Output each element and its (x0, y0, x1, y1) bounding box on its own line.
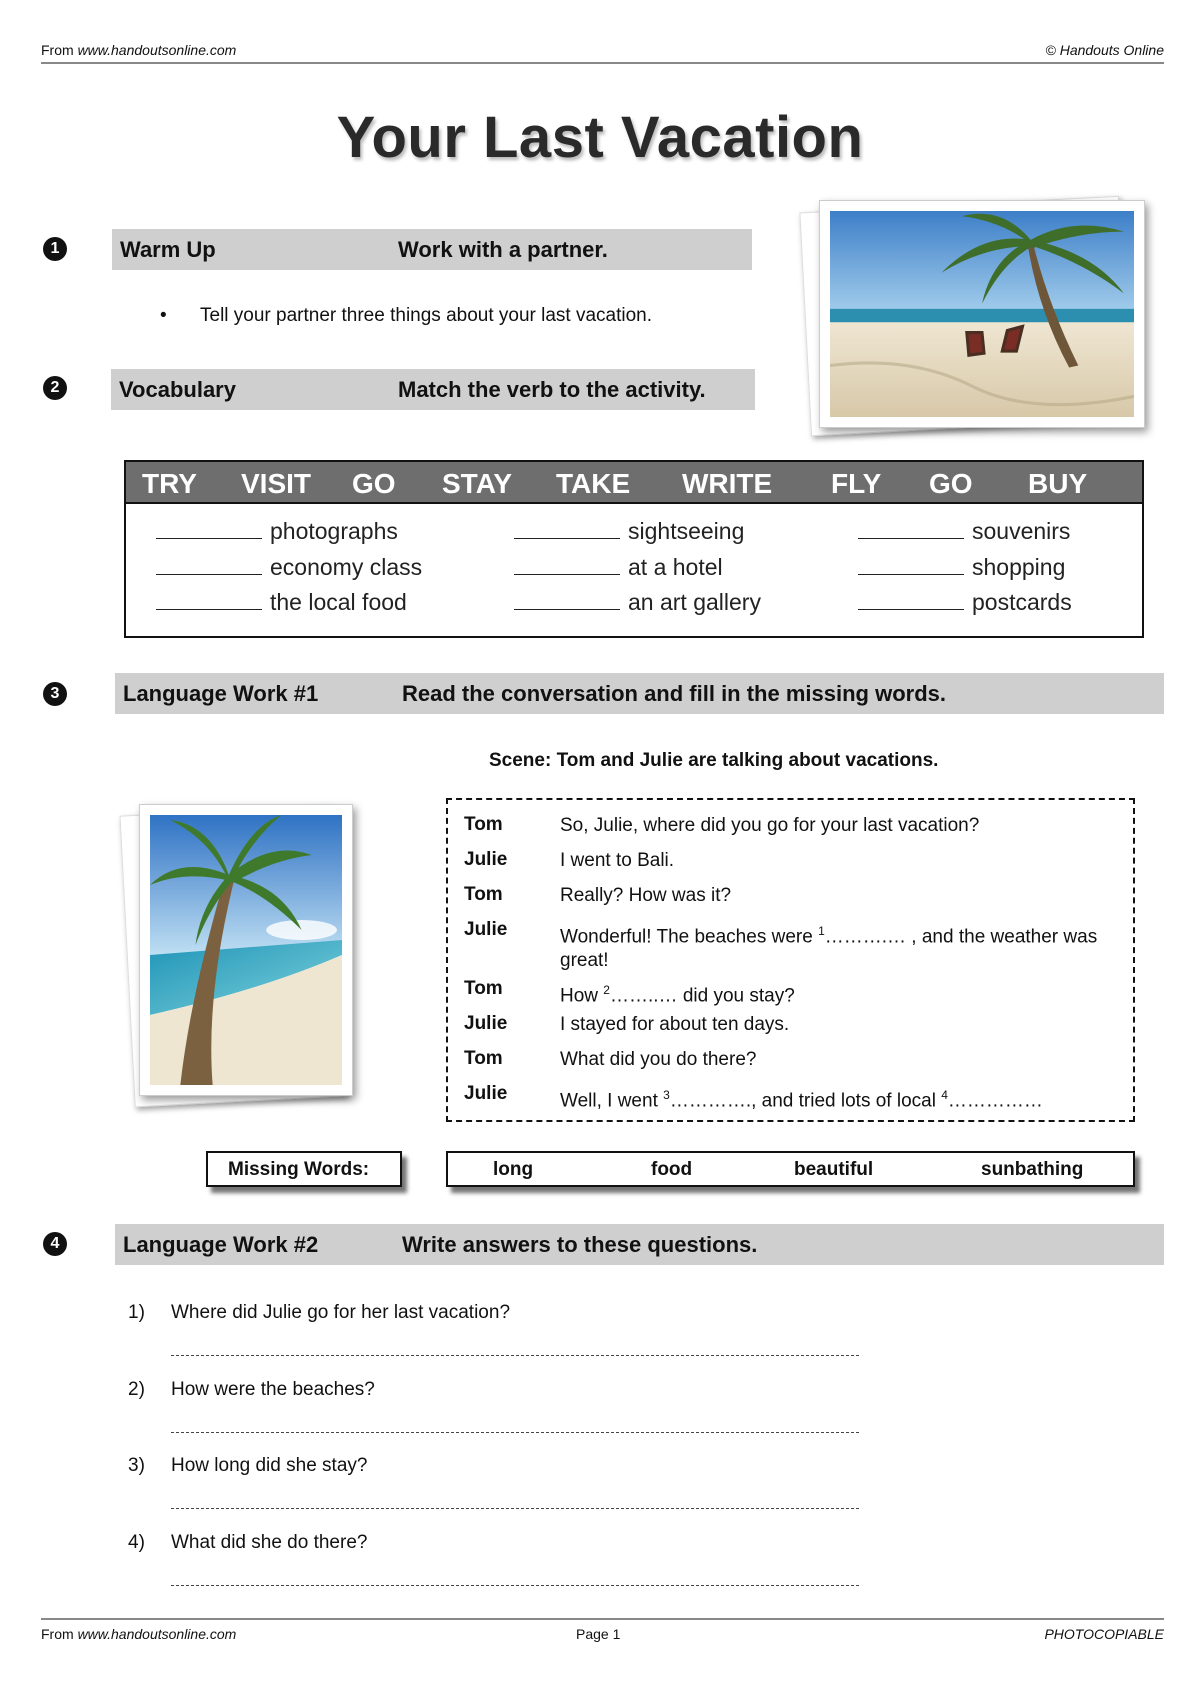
dialogue-text: Well, I went $^3$…………., and tried lots of local $^4$…………… (560, 1088, 1043, 1112)
dialogue-box (446, 798, 1135, 1122)
answer-line[interactable] (171, 1354, 859, 1356)
header-copyright: © Handouts Online (1045, 42, 1164, 58)
missing-word: long (493, 1159, 534, 1180)
answer-blank[interactable] (156, 521, 262, 539)
photocopiable-note: PHOTOCOPIABLE (1044, 1626, 1164, 1642)
palm-beach-image (150, 815, 342, 1085)
answer-line[interactable] (171, 1584, 859, 1586)
section-name: Warm Up (120, 237, 216, 262)
answer-blank[interactable] (858, 592, 964, 610)
gap-number: 2 (603, 983, 610, 997)
dialogue-text: How $^2$……..… did you stay? (560, 983, 795, 1007)
verb-label: VISIT (241, 468, 312, 499)
gap-number: 1 (818, 924, 825, 938)
dialogue-text: Really? How was it? (560, 885, 732, 906)
speaker-name: Julie (464, 1013, 508, 1034)
section-number-1: 1 (43, 237, 67, 261)
verb-label: WRITE (682, 468, 773, 499)
warm-up-bar (112, 229, 752, 270)
activity-item[interactable]: shopping (858, 554, 1065, 581)
answer-blank[interactable] (156, 557, 262, 575)
fill-in-gap[interactable]: …………., and tried lots of local (669, 1090, 942, 1112)
fill-in-gap[interactable]: …………… (947, 1090, 1043, 1112)
bullet-icon: • (160, 305, 167, 326)
activity-item[interactable]: postcards (858, 589, 1072, 616)
answer-blank[interactable] (156, 592, 262, 610)
scene-description: Scene: Tom and Julie are talking about vacations. (489, 750, 939, 771)
section-name: Language Work #2 (123, 1232, 319, 1257)
palm-beach-photo (125, 800, 360, 1105)
vocabulary-box (124, 460, 1144, 638)
dialogue-text: I went to Bali. (560, 850, 675, 871)
answer-line[interactable] (171, 1507, 859, 1509)
gap-number: 3 (663, 1088, 670, 1102)
answer-line[interactable] (171, 1431, 859, 1433)
answer-blank[interactable] (858, 521, 964, 539)
missing-word: food (651, 1159, 693, 1180)
dialogue-text: What did you do there? (560, 1049, 757, 1070)
activity-item[interactable]: sightseeing (514, 518, 744, 545)
speaker-name: Julie (464, 849, 508, 870)
verb-label: TAKE (556, 468, 631, 499)
dialogue-text: So, Julie, where did you go for your last vacation? (560, 815, 980, 836)
verb-label: TRY (142, 468, 197, 499)
header-source: From www.handoutsonline.com (41, 42, 237, 58)
activity-item[interactable]: photographs (156, 518, 398, 545)
section-instruction: Read the conversation and fill in the missing words. (402, 681, 946, 706)
fill-in-gap[interactable]: ……….… , and the weather was great! (560, 926, 1098, 972)
vocabulary-bar (111, 369, 755, 410)
page-header (41, 42, 1164, 64)
activity-item[interactable]: economy class (156, 554, 422, 581)
answer-blank[interactable] (514, 557, 620, 575)
section-number-4: 4 (43, 1232, 67, 1256)
activity-item[interactable]: the local food (156, 589, 407, 616)
gap-number: 4 (941, 1088, 948, 1102)
section-name: Vocabulary (119, 377, 236, 402)
page-footer (41, 1618, 1164, 1642)
page-title: Your Last Vacation (336, 105, 864, 170)
section-number-3: 3 (43, 682, 67, 706)
verb-label: GO (929, 468, 973, 499)
dialogue-text: I stayed for about ten days. (560, 1014, 790, 1035)
beach-chairs-photo (803, 186, 1148, 436)
missing-word: beautiful (794, 1159, 874, 1180)
language-work-2-bar (115, 1224, 1164, 1265)
activity-item[interactable]: at a hotel (514, 554, 723, 581)
speaker-name: Tom (464, 978, 503, 999)
beach-chairs-image (830, 211, 1134, 417)
speaker-name: Julie (464, 1083, 508, 1104)
section-instruction: Write answers to these questions. (402, 1232, 758, 1257)
missing-words-label-box: Missing Words: (206, 1151, 402, 1187)
verb-label: BUY (1028, 468, 1088, 499)
verb-label: GO (352, 468, 396, 499)
speaker-name: Tom (464, 1048, 503, 1069)
answer-blank[interactable] (514, 521, 620, 539)
answer-blank[interactable] (858, 557, 964, 575)
section-name: Language Work #1 (123, 681, 319, 706)
activity-item[interactable]: an art gallery (514, 589, 761, 616)
activity-item[interactable]: souvenirs (858, 518, 1070, 545)
speaker-name: Julie (464, 919, 508, 940)
verb-label: STAY (442, 468, 513, 499)
missing-word: sunbathing (981, 1159, 1084, 1180)
missing-words-list (446, 1151, 1135, 1187)
speaker-name: Tom (464, 884, 503, 905)
speaker-name: Tom (464, 814, 503, 835)
page-number: Page 1 (576, 1626, 621, 1642)
dialogue-text: Wonderful! The beaches were $^1$……….… , and the weather was great! (560, 924, 1098, 972)
verb-header-row (126, 462, 1142, 504)
verb-label: FLY (831, 468, 882, 499)
footer-source: From www.handoutsonline.com (41, 1626, 237, 1642)
section-number-2: 2 (43, 376, 67, 400)
fill-in-gap[interactable]: ……..… did you stay? (609, 985, 795, 1007)
language-work-1-bar (115, 673, 1164, 714)
section-instruction: Work with a partner. (398, 237, 608, 262)
section-instruction: Match the verb to the activity. (398, 377, 706, 402)
answer-blank[interactable] (514, 592, 620, 610)
